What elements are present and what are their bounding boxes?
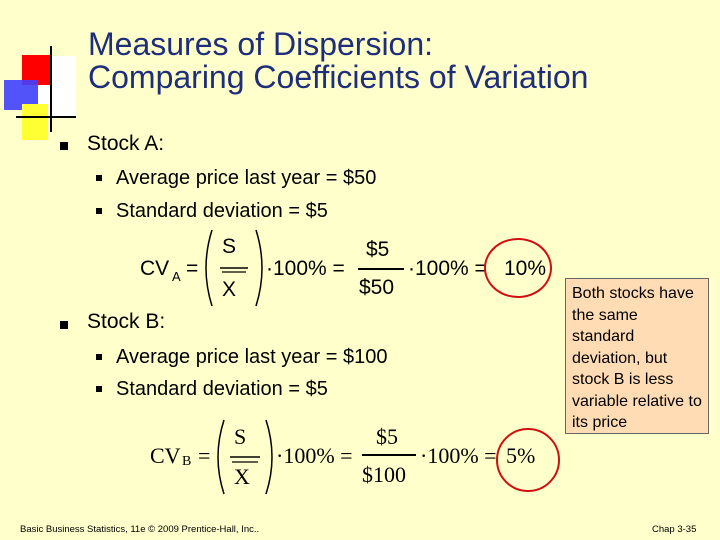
fraction2-denominator: $100 [362,462,406,487]
bullet-icon [60,142,68,150]
stock-b-item-1: Average price last year = $100 [116,346,388,368]
stock-a-item-2: Standard deviation = $5 [116,200,328,222]
sub-bullet-icon [96,354,102,360]
result-a: 10% [504,257,547,280]
footer-credit: Basic Business Statistics, 11e © 2009 Prentice-Hall, Inc.. [20,524,260,535]
fraction2-denominator: $50 [359,276,395,299]
highlight-ring [484,238,552,298]
callout-box [565,278,709,434]
logo-vertical-line [50,46,52,132]
fraction-denominator: X [222,278,237,301]
stock-b-item-2: Standard deviation = $5 [116,378,328,400]
sub-bullet-icon [96,208,102,214]
cv-symbol: CV [140,257,170,280]
formula-cv-a: CV A = S X ·100% = $5 $50 ·100% = 10% [138,226,558,310]
callout-text: Both stocks have the same standard deviation, but stock B is less variable relative to its price [572,285,702,431]
times-100-2: ·100% = [408,257,487,280]
cv-symbol: CV [150,443,181,468]
fraction-denominator: X [234,464,250,489]
fraction-bar [362,454,416,456]
times-100: ·100% = [266,257,345,280]
stock-b-label: Stock B: [87,310,166,333]
stock-a-item-1: Average price last year = $50 [116,167,377,189]
fraction2-numerator: $5 [376,424,398,449]
title-line-1: Measures of Dispersion: [88,26,434,62]
fraction-numerator: S [234,424,247,449]
sub-bullet-icon [96,175,102,181]
fraction2-numerator: $5 [366,238,390,261]
result-b: 5% [506,443,536,468]
page-number: Chap 3-35 [652,524,697,535]
slide-title [88,28,588,94]
logo-horizontal-line [16,116,76,118]
fraction-numerator: S [222,235,237,258]
fraction-bar [358,268,404,270]
highlight-ring [496,428,560,492]
times-100: ·100% = [276,443,353,468]
sub-bullet-icon [96,386,102,392]
formula-cv-b: CV B = S X ·100% = $5 $100 ·100% = 5% [148,414,568,498]
stock-a-label: Stock A: [87,132,165,155]
title-line-2: Comparing Coefficients of Variation [88,59,589,95]
cv-subscript: B [182,454,192,469]
bullet-icon [60,321,68,329]
times-100-2: ·100% = [420,443,497,468]
cv-subscript: A [172,269,181,284]
logo-square-yellow [22,104,48,140]
